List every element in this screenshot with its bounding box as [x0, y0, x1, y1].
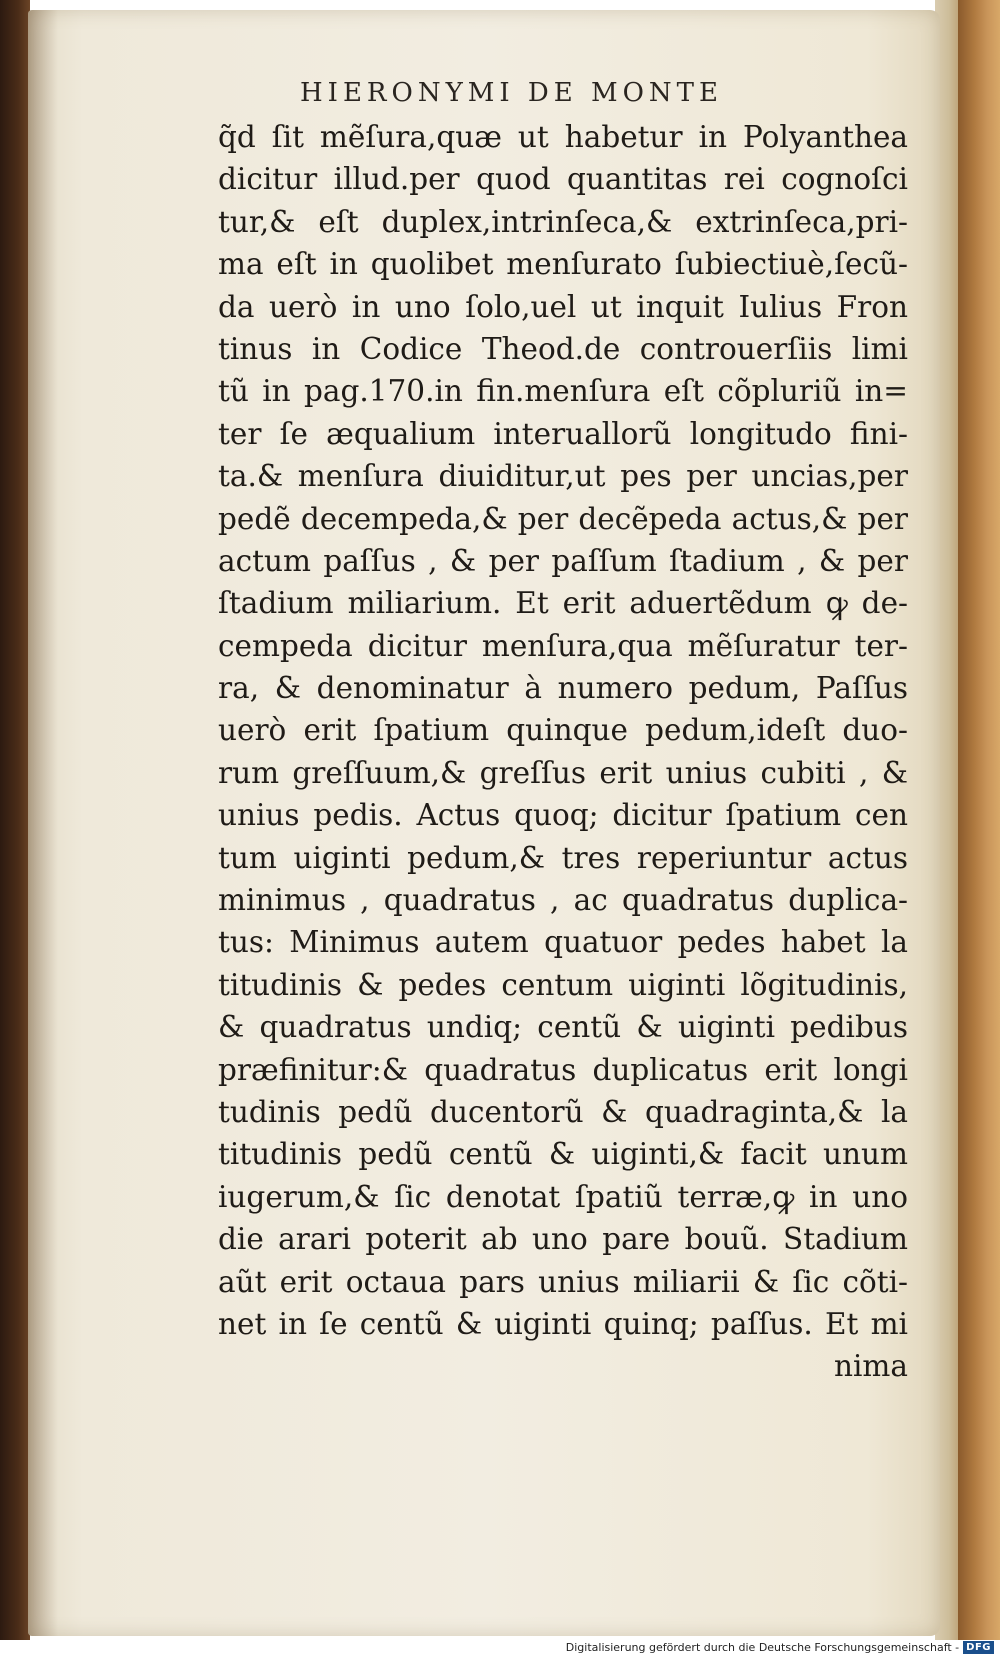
- digitization-credit: [566, 1641, 994, 1654]
- text-line: tus: Minimus autem quatuor pedes habet la: [218, 925, 908, 960]
- text-line: die arari poterit ab uno pare bouũ. Stadium: [218, 1222, 908, 1257]
- book-binding: [0, 0, 30, 1640]
- text-line: minimus , quadratus , ac quadratus duplica-: [218, 883, 908, 918]
- text-line: ſtadium miliarium. Et erit aduertẽdum ꝙ de-: [218, 586, 908, 621]
- text-line: da uerò in uno ſolo,uel ut inquit Iulius Fron: [218, 289, 908, 324]
- text-line: ma eſt in quolibet menſurato ſubiectiuè,ſecũ-: [218, 247, 908, 282]
- running-head: HIERONYMI DE MONTE: [300, 78, 723, 108]
- text-line: tur,& eſt duplex,intrinſeca,& extrinſeca,pri-: [218, 204, 908, 239]
- text-line: aũt erit octaua pars unius miliarii & ſic cõti-: [218, 1264, 908, 1299]
- text-line: titudinis pedũ centũ & uiginti,& facit unum: [218, 1137, 908, 1172]
- dfg-logo: DFG: [963, 1641, 994, 1654]
- credit-text: Digitalisierung gefördert durch die Deutsche Forschungsgemeinschaft -: [565, 1641, 960, 1654]
- text-line: uerò erit ſpatium quinque pedum,ideſt duo-: [218, 713, 908, 748]
- text-line: tudinis pedũ ducentorũ & quadraginta,& la: [218, 1094, 908, 1129]
- text-line: ter ſe æqualium interuallorũ longitudo fini-: [218, 416, 908, 451]
- text-line: actum paſſus , & per paſſum ſtadium , & per: [218, 543, 908, 578]
- text-line: titudinis & pedes centum uiginti lõgitudinis,: [218, 967, 908, 1002]
- text-line: cempeda dicitur menſura,qua mẽſuratur ter-: [218, 628, 908, 663]
- page-body-text: [218, 116, 918, 1388]
- text-line: præfinitur:& quadratus duplicatus erit longi: [218, 1052, 908, 1087]
- text-line: ra, & denominatur à numero pedum, Paſſus: [218, 671, 908, 706]
- text-line: unius pedis. Actus quoq; dicitur ſpatium cen: [218, 798, 908, 833]
- text-line: tinus in Codice Theod.de controuerſiis limi: [218, 331, 908, 366]
- text-line: dicitur illud.per quod quantitas rei cognoſci: [218, 162, 908, 197]
- text-line: tum uiginti pedum,& tres reperiuntur actus: [218, 840, 908, 875]
- text-line: rum greſſuum,& greſſus erit unius cubiti , &: [218, 755, 908, 790]
- text-line: nima: [834, 1349, 908, 1384]
- text-line: ta.& menſura diuiditur,ut pes per uncias,per: [218, 459, 908, 494]
- book-cover-board: [958, 0, 1000, 1640]
- text-line: iugerum,& ſic denotat ſpatiũ terræ,ꝙ in uno: [218, 1179, 908, 1214]
- text-line: & quadratus undiq; centũ & uiginti pedibus: [218, 1010, 908, 1045]
- text-line: tũ in pag.170.in fin.menſura eſt cõpluriũ in=: [218, 374, 908, 409]
- text-line: pedẽ decempeda,& per decẽpeda actus,& per: [218, 501, 908, 536]
- text-line: q̃d ſit mẽſura,quæ ut habetur in Polyanthea: [218, 120, 908, 154]
- text-line: net in ſe centũ & uiginti quinq; paſſus. Et mi: [218, 1306, 908, 1341]
